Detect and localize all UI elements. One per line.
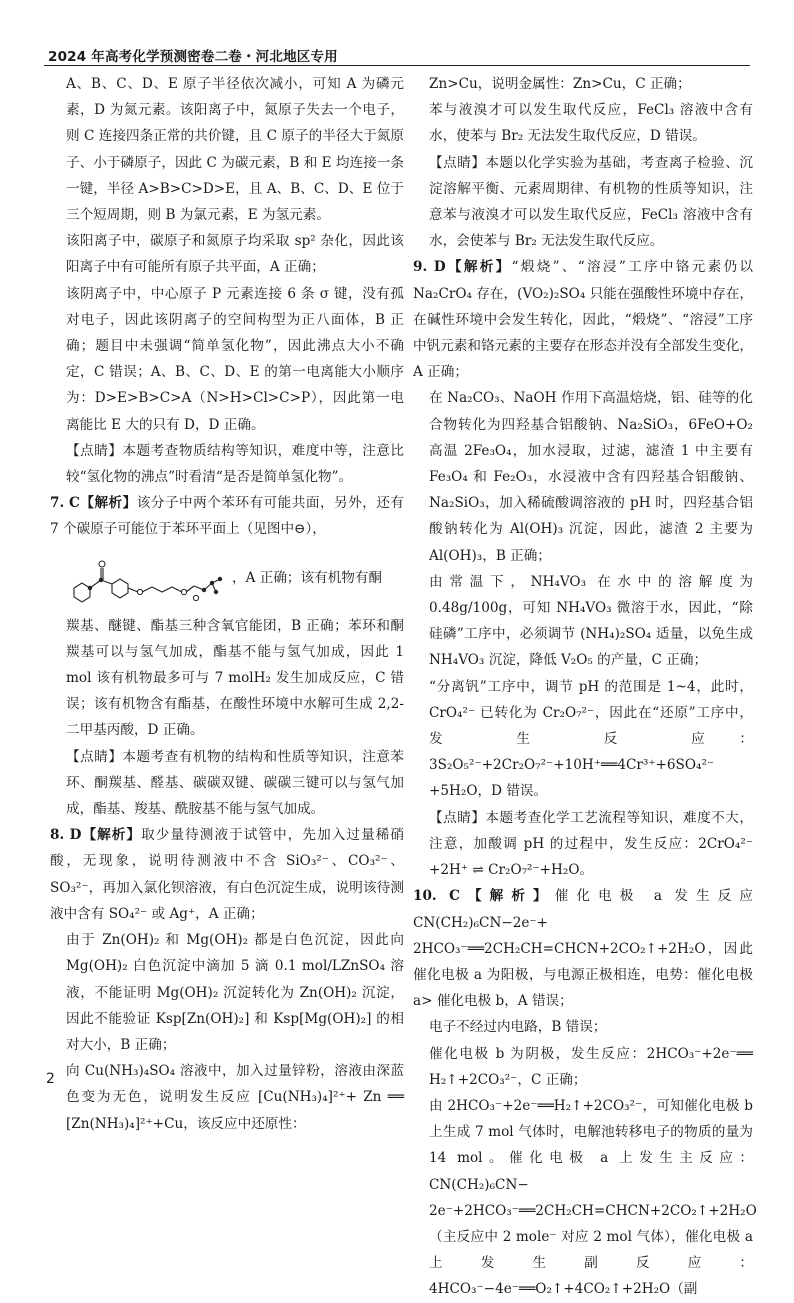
- note-paragraph: 【点睛】本题考查化学工艺流程等知识，难度不大，注意，加酸调 pH 的过程中，发生反应：2CrO₄²⁻ +2H⁺ ⇌ Cr₂O₇²⁻+H₂O。: [429, 809, 753, 879]
- paragraph: 电子不经过内电路，B 错误；: [429, 1019, 607, 1036]
- paragraph: 羰基、醚键、酯基三种含氧官能团，B 正确；苯环和酮羰基可以与氢气加成，酯基不能与氢气加成，因此 1 mol 该有机物最多可与 7 molH₂ 发生加成反应，C 错误；该有机物含有酯基，在酸性环境中水解可生成 2,2- 二甲基丙酸，D 正确。: [66, 617, 404, 739]
- question-text: “煅烧”、“溶浸”工序中铬元素仍以 Na₂CrO₄ 存在，(VO₂)₂SO₄ 只能在强酸性环境中存在，在碱性环境中会发生转化，因此，“煅烧”、“溶浸”工序中钒元素和铬元素的主要存在形态并没有全部发生变化，A 正确；: [413, 259, 753, 381]
- question-number: 8.: [50, 827, 65, 844]
- paragraph: 向 Cu(NH₃)₄SO₄ 溶液中，加入过量锌粉，溶液由深蓝色变为无色，说明发生反应 [Cu(NH₃)₄]²⁺+ Zn ══ [Zn(NH₃)₄]²⁺+Cu，该反应中还原性：: [66, 1063, 404, 1132]
- paragraph: “分离钒”工序中，调节 pH 的范围是 1~4，此时，CrO₄²⁻ 已转化为 Cr₂O₇²⁻，因此在“还原”工序中，发 生 反 应：3S₂O₅²⁻+2Cr₂O₇²⁻+10H⁺══4Cr³⁺+6SO₄²⁻ +5H₂O，D 错误。: [429, 678, 753, 800]
- question-10: [413, 883, 753, 1014]
- paragraph: 催化电极 b 为阴极，发生反应：2HCO₃⁻+2e⁻══ H₂↑+2CO₃²⁻，C 正确；: [429, 1045, 753, 1088]
- note-paragraph: 【点睛】本题考查物质结构等知识，难度中等，注意比较“氢化物的沸点”时看清“是否是简单氢化物”。: [66, 442, 404, 486]
- question-number: 9.: [413, 259, 428, 276]
- paragraph: 该阳离子中，碳原子和氮原子均采取 sp² 杂化，因此该阳离子中有可能所有原子共平面，A 正确；: [66, 233, 404, 276]
- molecule-caption: ，A 正确；该有机物有酮: [232, 569, 383, 586]
- note-paragraph: 【点睛】本题以化学实验为基础，考查离子检验、沉淀溶解平衡、元素周期律、有机物的性质等知识，注意苯与液溴才可以发生取代反应，FeCl₃ 溶液中含有水，会使苯与 Br₂ 无法发生取代反应。: [429, 154, 753, 250]
- question-8: [50, 822, 404, 927]
- answer-tag: D【解析】: [69, 827, 142, 844]
- question-number: 7.: [50, 495, 65, 512]
- paragraph: 由 2HCO₃⁻+2e⁻══H₂↑+2CO₃²⁻，可知催化电极 b 上生成 7 mol 气体时，电解池转移电子的物质的量为 14 mol。催化电极 a 上发生主反应：CN(CH₂)₆CN− 2e⁻+2HCO₃⁻══2CH₂CH=CHCN+2CO₂↑+2H₂O（主反应中 2 mole⁻ 对应 2 mol 气体），催化电极 a 上发生副反应：4HCO₃⁻−4e⁻══O₂↑+4CO₂↑+2H₂O（副: [429, 1097, 757, 1298]
- question-text: 该分子中两个苯环有可能共面，另外，还有 7 个碳原子可能位于苯环平面上（见图中⊖），: [50, 495, 405, 538]
- answer-tag: C【解析】: [449, 888, 555, 905]
- question-number: 10.: [413, 888, 437, 905]
- paragraph: Zn>Cu，说明金属性：Zn>Cu，C 正确；: [429, 76, 691, 92]
- paragraph: 由常温下，NH₄VO₃ 在水中的溶解度为 0.48g/100g，可知 NH₄VO₃ 微溶于水，因此，“除硅磷”工序中，必须调节 (NH₄)₂SO₄ 适量，以免生成 NH₄VO₃ 沉淀，降低 V₂O₅ 的产量，C 正确；: [429, 573, 753, 669]
- page-header: 2024 年高考化学预测密卷二卷・河北地区专用: [48, 49, 338, 65]
- header-divider: [44, 65, 750, 66]
- paragraph: 苯与液溴才可以发生取代反应，FeCl₃ 溶液中含有水，使苯与 Br₂ 无法发生取代反应，D 错误。: [429, 102, 753, 145]
- paragraph: A、B、C、D、E 原子半径依次减小，可知 A 为磷元素，D 为氮元素。该阳离子中，氮原子失去一个电子，则 C 连接四条正常的共价键，且 C 原子的半径大于氮原子、小于磷原子，因此 C 为碳元素，B 和 E 均连接一条一键，半径 A>B>C>D>E，且 A、B、C、D、E 位于三个短周期，则 B 为氯元素，E 为氢元素。: [66, 76, 404, 224]
- question-text: 催化电极 a 发生反应 CN(CH₂)₆CN−2e⁻+ 2HCO₃⁻══2CH₂CH=CHCN+2CO₂↑+2H₂O，因此催化电极 a 为阳极，与电源正极相连，电势：催化电极 a> 催化电极 b，A 错误；: [413, 888, 754, 1010]
- page-number: 2: [46, 1071, 55, 1087]
- note-paragraph: 【点睛】本题考查有机物的结构和性质等知识，注意苯环、酮羰基、醛基、碳碳双键、碳碳三键可以与氢气加成，酯基、羧基、酰胺基不能与氢气加成。: [66, 748, 404, 818]
- right-column: [413, 71, 757, 1303]
- question-text: 取少量待测液于试管中，先加入过量稀硝酸，无现象，说明待测液中不含 SiO₃²⁻、CO₃²⁻、SO₃²⁻，再加入氯化钡溶液，有白色沉淀生成，说明该待测液中含有 SO₄²⁻ 或 Ag⁺，A 正确；: [50, 827, 405, 922]
- left-column: [50, 71, 404, 1137]
- answer-tag: D【解析】: [433, 259, 512, 276]
- answer-tag: C【解析】: [69, 495, 137, 512]
- molecule-structure: [50, 543, 404, 613]
- paragraph: 由于 Zn(OH)₂ 和 Mg(OH)₂ 都是白色沉淀，因此向 Mg(OH)₂ 白色沉淀中滴加 5 滴 0.1 mol/LZnSO₄ 溶液，不能证明 Mg(OH)₂ 沉淀转化为 Zn(OH)₂ 沉淀，因此不能验证 Ksp[Zn(OH)₂] 和 Ksp[Mg(OH)₂] 的相对大小，B 正确；: [66, 932, 404, 1053]
- question-9: [413, 254, 753, 385]
- molecule-diagram: [66, 546, 226, 610]
- paragraph: 在 Na₂CO₃、NaOH 作用下高温焙烧，铝、硅等的化合物转化为四羟基合铝酸钠、Na₂SiO₃，6FeO+O₂ 高温 2Fe₃O₄，加水浸取，过滤，滤渣 1 中主要有 Fe₃O₄ 和 Fe₂O₃，水浸液中含有四羟基合铝酸钠、Na₂SiO₃，加入稀硫酸调溶液的 pH 时，四羟基合铝酸钠转化为 Al(OH)₃ 沉淀，因此，滤渣 2 主要为 Al(OH)₃，B 正确；: [429, 390, 753, 564]
- paragraph: 该阴离子中，中心原子 P 元素连接 6 条 σ 键，没有孤对电子，因此该阴离子的空间构型为正八面体，B 正确；题目中未强调“简单氢化物”，因此沸点大小不确定，C 错误；A、B、C、D、E 的第一电离能大小顺序为：D>E>B>C>A（N>H>Cl>C>P），因此第一电离能比 E 大的只有 D，D 正确。: [66, 285, 404, 433]
- question-7: [50, 490, 404, 542]
